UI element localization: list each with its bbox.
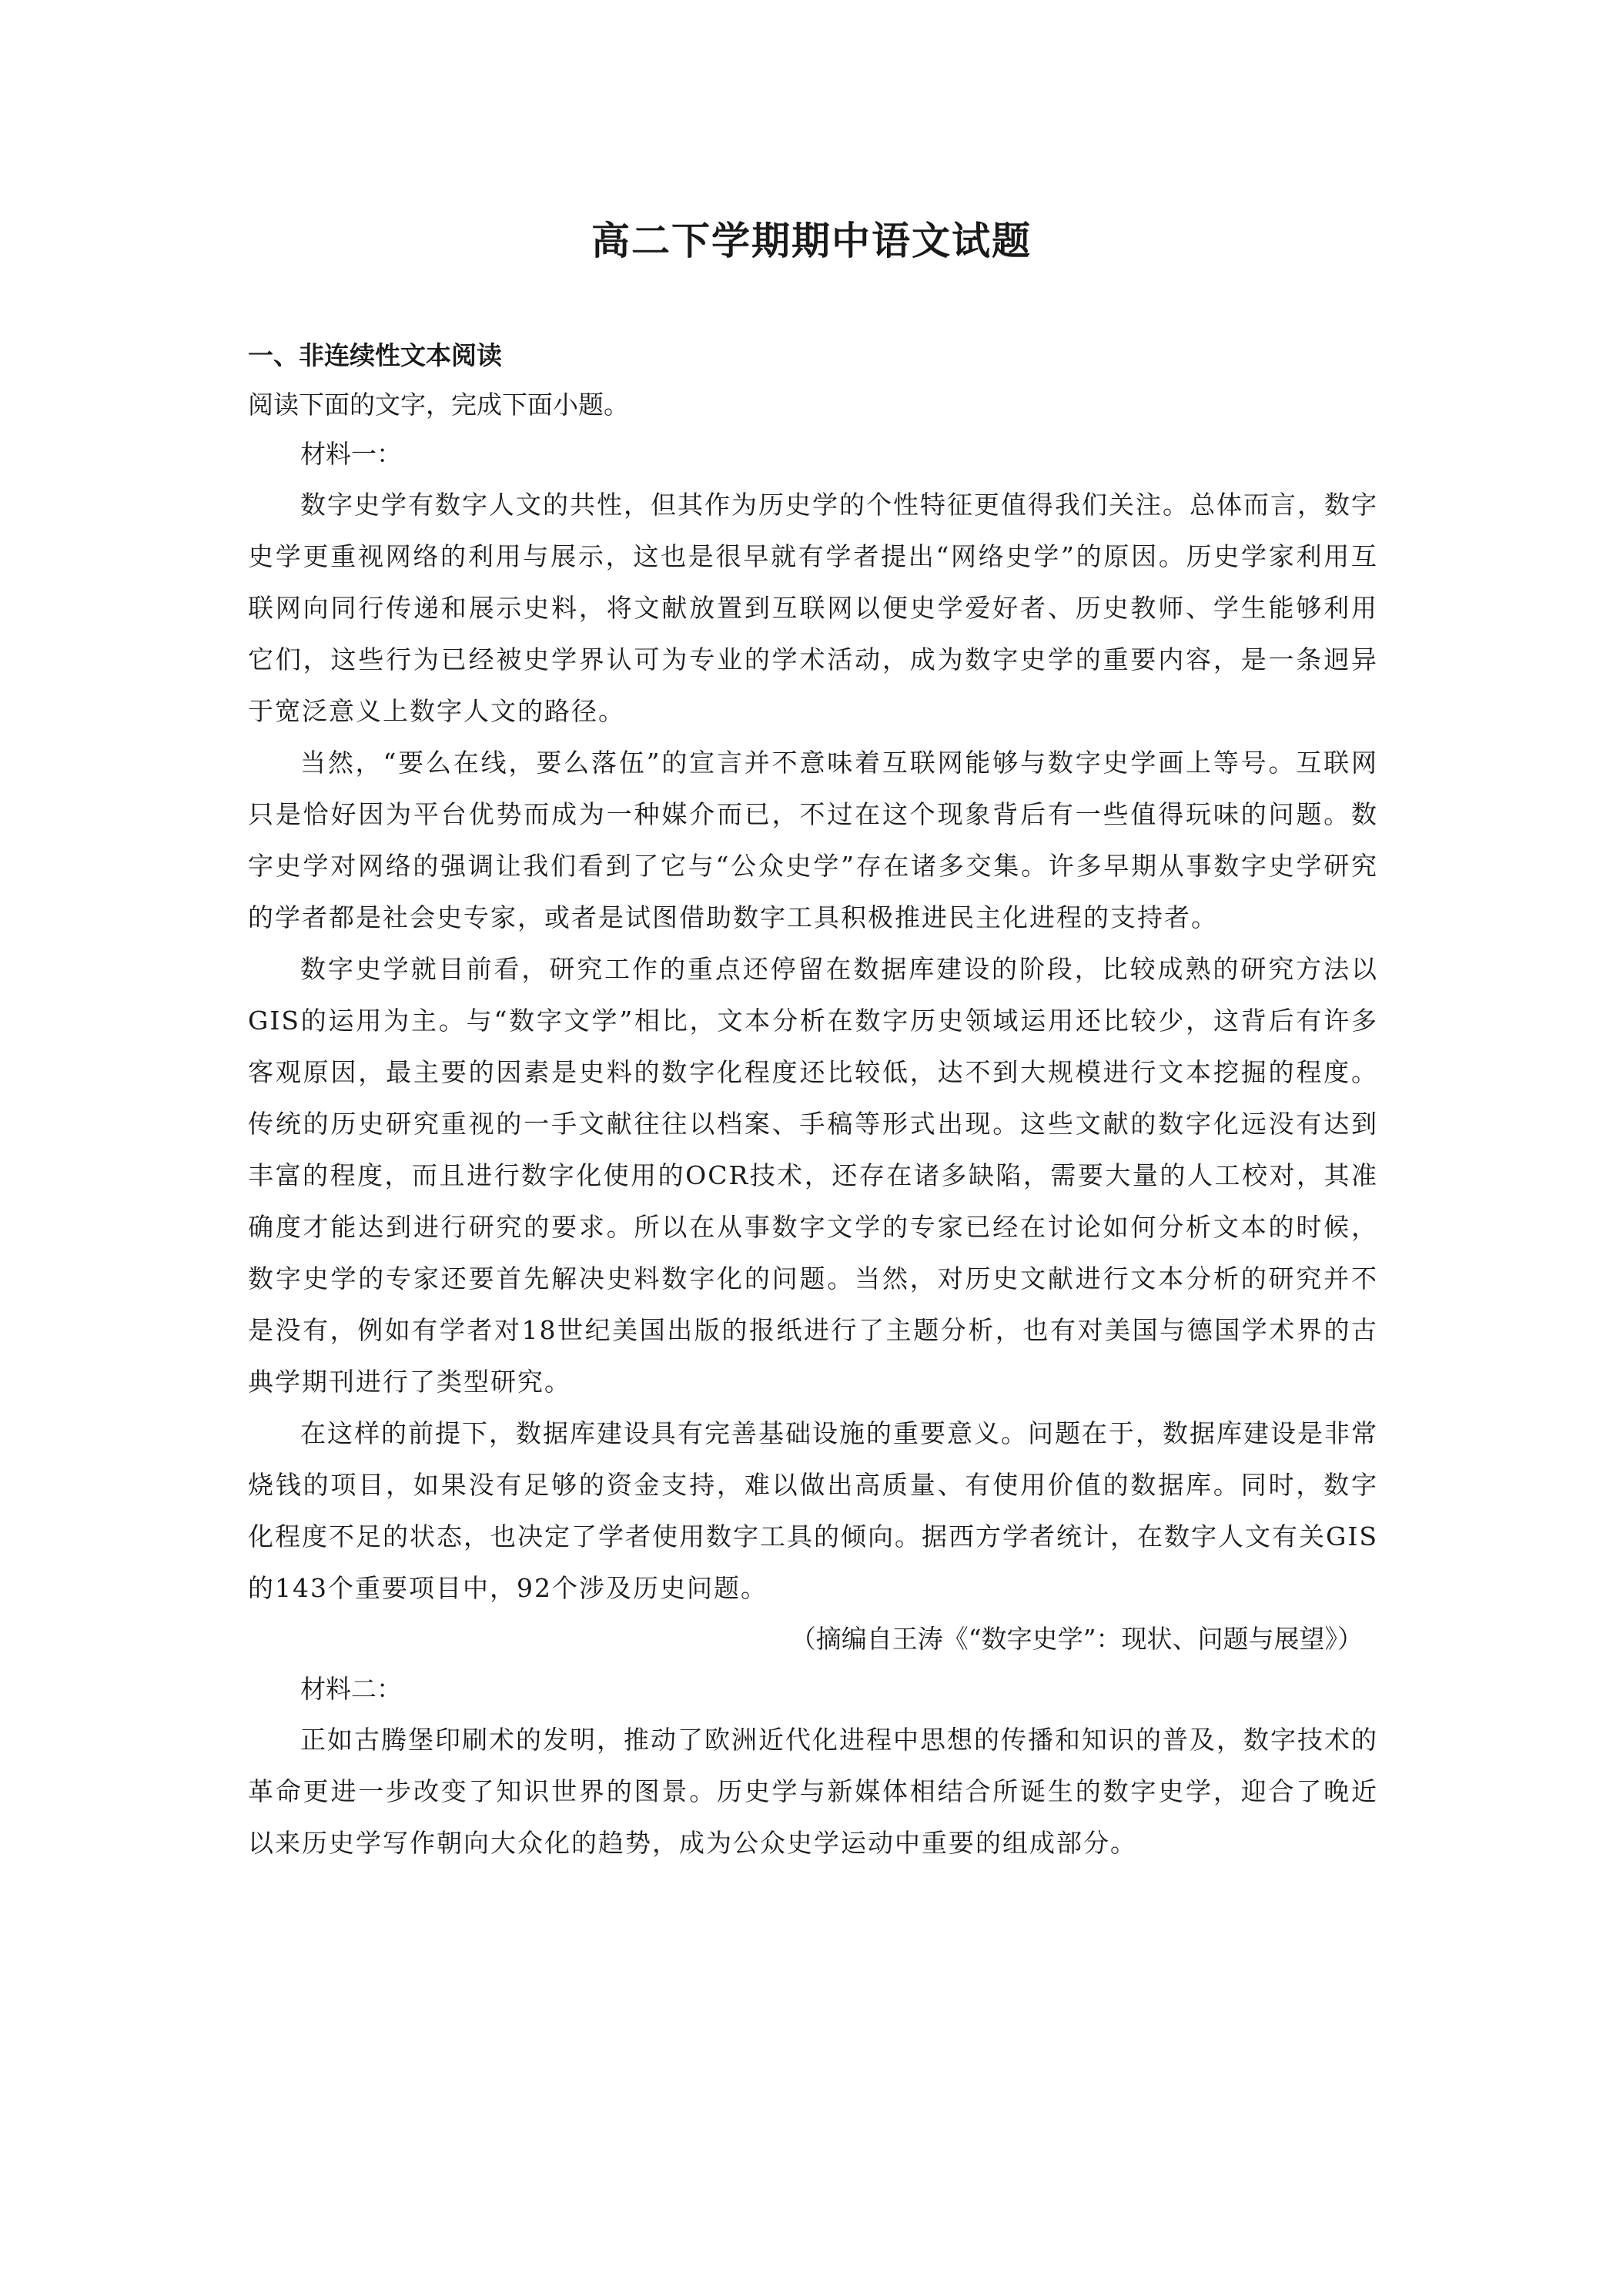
material-one-paragraph-3: 数字史学就目前看，研究工作的重点还停留在数据库建设的阶段，比较成熟的研究方法以GIS的运用为主。与“数字文学”相比，文本分析在数字历史领域运用还比较少，这背后有许多客观原因，最主要的因素是史料的数字化程度还比较低，达不到大规模进行文本挖掘的程度。传统的历史研究重视的一手文献往往以档案、手稿等形式出现。这些文献的数字化远没有达到丰富的程度，而且进行数字化使用的OCR技术，还存在诸多缺陷，需要大量的人工校对，其准确度才能达到进行研究的要求。所以在从事数字文学的专家已经在讨论如何分析文本的时候，数字史学的专家还要首先解决史料数字化的问题。当然，对历史文献进行文本分析的研究并不是没有，例如有学者对18世纪美国出版的报纸进行了主题分析，也有对美国与德国学术界的古典学期刊进行了类型研究。 <box>248 954 1378 1397</box>
material-two-paragraph-1: 正如古腾堡印刷术的发明，推动了欧洲近代化进程中思想的传播和知识的普及，数字技术的革命更进一步改变了知识世界的图景。历史学与新媒体相结合所诞生的数字史学，迎合了晚近以来历史学写作朝向大众化的趋势，成为公众史学运动中重要的组成部分。 <box>248 1725 1378 1858</box>
material-one-paragraph-1: 数字史学有数字人文的共性，但其作为历史学的个性特征更值得我们关注。总体而言，数字史学更重视网络的利用与展示，这也是很早就有学者提出“网络史学”的原因。历史学家利用互联网向同行传递和展示史料，将文献放置到互联网以便史学爱好者、历史教师、学生能够利用它们，这些行为已经被史学界认可为专业的学术活动，成为数字史学的重要内容，是一条迥异于宽泛意义上数字人文的路径。 <box>248 490 1378 726</box>
reading-instruction: 阅读下面的文字，完成下面小题。 <box>248 390 629 420</box>
material-two-label: 材料二： <box>300 1674 402 1704</box>
exam-content <box>248 331 1378 1869</box>
page-title: 高二下学期期中语文试题 <box>591 219 1032 263</box>
section-heading: 一、非连续性文本阅读 <box>248 340 502 370</box>
material-one-paragraph-4: 在这样的前提下，数据库建设具有完善基础设施的重要意义。问题在于，数据库建设是非常烧钱的项目，如果没有足够的资金支持，难以做出高质量、有使用价值的数据库。同时，数字化程度不足的状态，也决定了学者使用数字工具的倾向。据西方学者统计，在数字人文有关GIS的143个重要项目中，92个涉及历史问题。 <box>248 1418 1379 1603</box>
material-one-paragraph-2: 当然，“要么在线，要么落伍”的宣言并不意味着互联网能够与数字史学画上等号。互联网只是恰好因为平台优势而成为一种媒介而已，不过在这个现象背后有一些值得玩味的问题。数字史学对网络的强调让我们看到了它与“公众史学”存在诸多交集。许多早期从事数字史学研究的学者都是社会史专家，或者是试图借助数字工具积极推进民主化进程的支持者。 <box>248 748 1378 932</box>
material-one-label: 材料一： <box>300 439 402 469</box>
material-one-source: （摘编自王涛《“数字史学”：现状、问题与展望》） <box>790 1624 1363 1654</box>
